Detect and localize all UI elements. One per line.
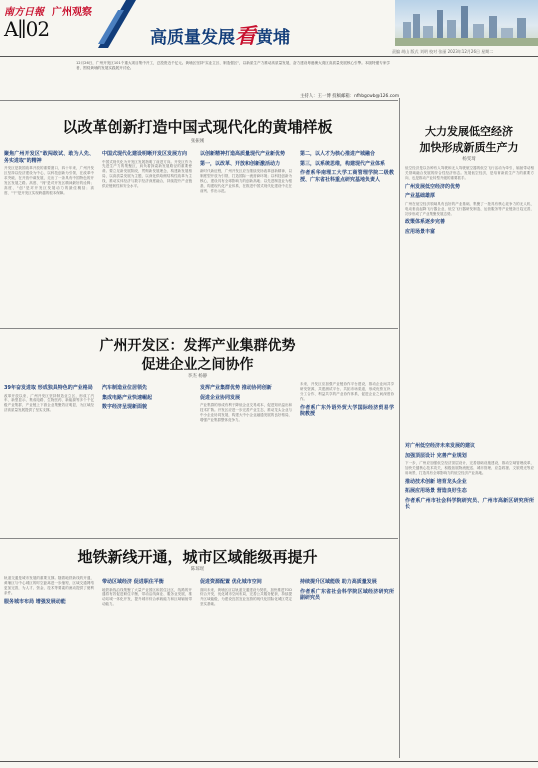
- article-4-subhead: 拓展应用场景 营造良好生态: [405, 488, 467, 495]
- article-1-column-3: [200, 148, 292, 326]
- article-2-column-4: [300, 382, 394, 532]
- header-divider: [0, 56, 538, 57]
- banner-slash-icon: [96, 0, 136, 48]
- article-1-column-1: [4, 148, 94, 326]
- masthead: [0, 0, 538, 54]
- article-3-headline: 地铁新线开通，城市区域能级再提升: [77, 548, 318, 566]
- newspaper-logo: 南方日報: [4, 7, 44, 18]
- article-2-column-1: [4, 382, 94, 532]
- article-4-headline-line-2: 加快形成新质生产力: [419, 141, 519, 154]
- article-2-subhead: 集成电路产业快速崛起: [102, 394, 153, 401]
- article-3-subhead: 带动区域经济 促进职住平衡: [102, 579, 164, 585]
- city-skyline-icon: [395, 0, 538, 46]
- page-meta: 责编 胡山 版式 刘明 校对 张丽 2023年12月26日 星期二: [392, 49, 494, 54]
- article-2-byline: 李杰 杨静: [187, 374, 208, 379]
- section-divider: [0, 100, 398, 101]
- article-1-subhead: 以创新精神打造高质量现代产业新优势: [200, 151, 286, 157]
- article-2-body: 未来，开发区应加强产业链协作平台建设，推动企业间共享研发资源、共建测试平台、共拓市场渠道，形成优势互补、分工合作、利益共享的产业协作体系，促进企业之间深度协作。: [300, 382, 394, 401]
- article-3-byline: 陈琼瑶: [190, 567, 205, 572]
- article-2-subhead: 数字经济呈现新面貌: [102, 404, 148, 410]
- article-1-body: 中国式现代化为开发区发展指明了前进方向。开发区作为先进生产力的集聚区，肩负着探索新发展路径的重要使命。要立足新发展阶段，贯彻新发展理念，构建新发展格局，以高质量发展为主题，以深化供给侧结构性改革为主线，推动实体经济与数字经济深度融合，持续提升产业链供应链韧性和安全水平。: [102, 159, 192, 189]
- article-1-column-2: [102, 148, 192, 326]
- page-number: A∥02: [4, 17, 50, 41]
- article-4-subhead: 推动技术创新 培育龙头企业: [405, 478, 467, 485]
- article-1-column-4: [300, 148, 394, 326]
- article-3-body: 地铁新线沿线集聚了大量产业园区和居住社区，线路的开通将有效促进职住平衡，带动沿线商业、服务业发展，推动站城一体化开发，提升城市综合承载能力和区域辐射带动能力。: [102, 587, 192, 607]
- article-4-body: 广州在低空经济领域具有良好的产业基础，集聚了一批具有核心竞争力的无人机、电动垂直起降飞行器企业，低空飞行器研发制造、运营服务等产业链条日趋完善，初步形成了产业集聚发展态势。: [405, 201, 534, 216]
- article-1-body: 开发区是我国改革开放的重要窗口，四十年来，广州开发区坚持以经济建设为中心，以科技创新为引领，在改革中求突破、在开放中谋发展，走出了一条具有中国特色的开发区发展之路。高度、"闯"是对开发区精神最好的诠释；高度、"创"是对开发区发展动力的最佳概括；高度、"干"是开发区实现跨越的根本保障。: [4, 166, 94, 195]
- article-3-body: 面向未来，黄埔区应以轨道交通建设为契机，加快推进TOD综合开发，优化城市空间布局，完善公共服务配套，持续提升区域能级，为建设宜居宜业宜游的现代化国际化城区奠定坚实基础。: [200, 587, 292, 607]
- article-3-author-note: 作者系广东省社会科学院区域经济研究所副研究员: [300, 588, 394, 601]
- article-1-subhead: 聚焦广州开发区"敢闯敢试、敢为人先、务实进取"的精神: [4, 151, 94, 164]
- section-divider: [0, 328, 398, 329]
- banner-title-suffix: 黄埔: [256, 28, 290, 48]
- article-2-body: 改革开放以来，广州开发区坚持制造业立区，形成了汽车、新型显示、集成电路、生物医药、新能源等多个千亿级产业集群，产业链上下游企业集聚效应明显，为区域经济高质量发展提供了坚实支撑。: [4, 393, 94, 413]
- article-3-column-3: [200, 576, 292, 756]
- article-3-subhead: 促进资源配置 优化城市空间: [200, 579, 262, 585]
- article-4-subhead: 广州发展低空经济的优势: [405, 183, 461, 190]
- article-2-column-3: [200, 382, 292, 532]
- article-2-headline-line-2: 促进企业之间协作: [141, 357, 254, 373]
- article-4-subhead: 加强顶层设计 完善产业规划: [405, 452, 467, 459]
- article-3-column-2: [102, 576, 192, 756]
- skyline-photo: [395, 0, 538, 46]
- article-4-byline: 杨雯琦: [462, 157, 476, 162]
- article-2-column-2: [102, 382, 192, 532]
- article-4-column-top: [405, 166, 534, 436]
- intro-text: 12月26日，广州开发区101个重大项目集中开工，总投资近千亿元。黄埔区坚持"实业立区、制造强区"，以新质生产力推动高质量发展，奋力建设粤港澳大湾区高质量发展核心引擎。本版特邀专家学者，围绕黄埔的发展实践展开讨论。: [76, 61, 390, 71]
- article-2-headline: 广州开发区：发挥产业集群优势: [99, 338, 296, 354]
- article-3-subhead: 持续提升区域能级 助力高质量发展: [300, 579, 377, 585]
- article-1-subhead: 中国式现代化建设明晰开发区发展方向: [102, 151, 188, 157]
- article-1-body: 新时代新征程，广州开发区应当继续发扬改革创新精神，以制度型开放为引领，打造国际一流营商环境；以科技创新为核心，建设具有全球影响力的创新高地；以先进制造业为根基，构建现代化产业体系，在推进中国式现代化建设中走在前列、作出示范。: [200, 169, 292, 193]
- article-1-subhead: 第三，以系统思维，构建现代产业体系: [300, 160, 386, 167]
- article-1-headline: 以改革创新打造中国式现代化的黄埔样板: [62, 118, 333, 136]
- banner-title-highlight: 看: [235, 23, 256, 48]
- article-4-subhead: 政策体系逐步完善: [405, 219, 446, 226]
- article-4-column-bottom: [405, 440, 534, 756]
- article-4-subhead: 产业基础雄厚: [405, 193, 436, 200]
- article-4-body: 低空经济是以各种有人驾驶和无人驾驶航空器的低空飞行活动为牵引，辐射带动相关领域融合发展的综合性经济形态。发展低空经济，是培育新质生产力的重要方向，也是推动产业转型升级的重要抓手。: [405, 166, 534, 180]
- article-1-subhead: 第一，以改革、开放和创新激活动力: [200, 160, 281, 167]
- footer-divider: [0, 761, 538, 762]
- article-2-subhead: 39年奋发进取 形成独具特色的产业格局: [4, 385, 93, 391]
- banner-title: [150, 20, 290, 50]
- article-4-headline: 大力发展低空经济: [425, 125, 513, 138]
- article-2-subhead: 促进企业协同发展: [200, 394, 241, 401]
- article-4-subhead: 应用场景丰富: [405, 228, 436, 235]
- article-2-body: 产业集群的形成有利于降低企业交易成本，促进知识溢出和技术扩散。开发区应进一步完善产业生态，推动龙头企业与中小企业协同发展，构建大中小企业融通发展的良好格局，增强产业集群整体竞争力。: [200, 403, 292, 422]
- article-2-author-note: 作者系广东外语外贸大学国际经济贸易学院教授: [300, 404, 394, 418]
- article-4-body: 下一步，广州应加强低空经济顶层设计，完善基础设施建设，推动空域管理改革，加快关键核心技术攻关，积极拓展物流配送、城市管理、应急救援、文旅观光等应用场景，打造具有全球影响力的低空经济产业高地。: [405, 461, 534, 475]
- article-1-byline: 张振刚: [190, 139, 205, 144]
- article-4-author-note: 作者系广州市社会科学院研究员、广州市高新区研究所所长: [405, 497, 534, 511]
- article-2-subhead: 汽车制造业位居领先: [102, 385, 148, 391]
- article-4-subhead: 对广州低空经济未来发展的建议: [405, 443, 476, 449]
- editor-line: 主持人：王一博 投稿邮箱：nfhbgcwb@126.com: [300, 94, 400, 99]
- article-3-body: 轨道交通是城市发展的重要支撑。随着地铁新线的开通，黄埔区与中心城区的时空距离进一步缩短，区域交通网络更加完善，为人才、资金、技术等要素的流动提供了便利条件。: [4, 576, 94, 595]
- article-3-subhead: 服务城市布局 增强发展动能: [4, 598, 66, 605]
- article-3-column-4: [300, 576, 394, 756]
- column-divider: [399, 98, 400, 758]
- article-1-subhead: 第二，以人才为核心推进产城融合: [300, 151, 376, 157]
- article-1-author-note: 作者系华南理工大学工商管理学院二级教授、广东省社科重点研究基地负责人: [300, 170, 394, 183]
- banner-title-prefix: 高质量发展: [150, 28, 235, 48]
- section-name: 广州观察: [52, 7, 92, 18]
- article-3-column-1: [4, 576, 94, 756]
- article-2-subhead: 发挥产业集群优势 推动协同创新: [200, 385, 272, 391]
- section-divider: [0, 538, 398, 539]
